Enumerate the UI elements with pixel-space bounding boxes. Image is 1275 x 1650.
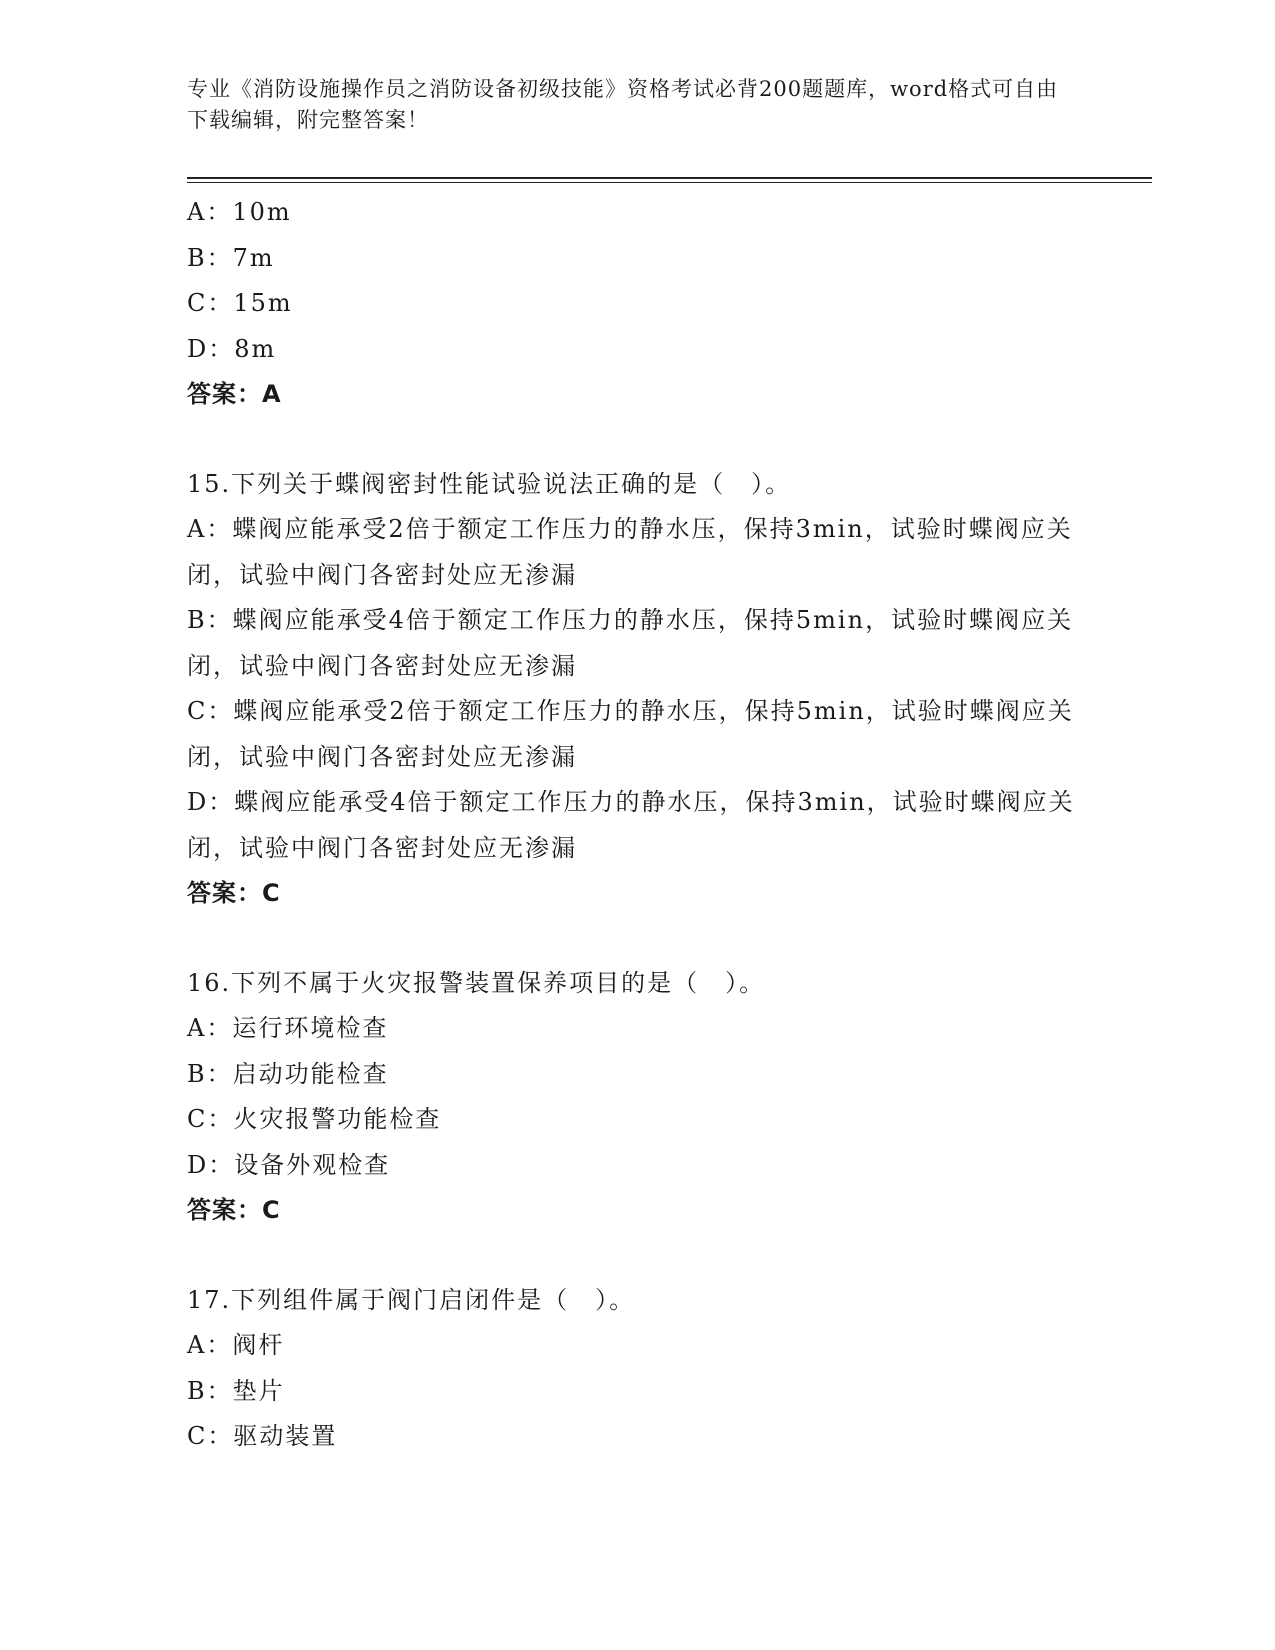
- document-header: [187, 74, 1067, 136]
- option-d: D：蝶阀应能承受4倍于额定工作压力的静水压，保持3min，试验时蝶阀应关闭，试验中阀门各密封处应无渗漏: [187, 788, 1075, 862]
- header-title: 专业《消防设施操作员之消防设备初级技能》资格考试必背200题题库，word格式可自由下载编辑，附完整答案！: [187, 77, 1059, 132]
- option-b: B：蝶阀应能承受4倍于额定工作压力的静水压，保持5min，试验时蝶阀应关闭，试验中阀门各密封处应无渗漏: [187, 606, 1074, 680]
- spacer: [187, 418, 1087, 462]
- answer-line: 答案：C: [187, 879, 281, 907]
- answer-line: 答案：A: [187, 380, 282, 408]
- question-block-15: [187, 462, 1087, 917]
- spacer: [187, 1234, 1087, 1278]
- option-b: B：7m: [187, 243, 275, 272]
- option-a: A：运行环境检查: [187, 1014, 389, 1042]
- answer-line: 答案：C: [187, 1196, 281, 1224]
- option-c: C：驱动装置: [187, 1422, 338, 1450]
- question-stem: 17.下列组件属于阀门启闭件是（ ）。: [187, 1285, 636, 1314]
- option-d: D：设备外观检查: [187, 1150, 391, 1179]
- option-b: B：垫片: [187, 1376, 285, 1405]
- question-stem: 16.下列不属于火灾报警装置保养项目的是（ ）。: [187, 968, 766, 997]
- spacer: [187, 917, 1087, 961]
- question-block-17: [187, 1278, 1087, 1460]
- header-divider-thick: [187, 177, 1152, 179]
- option-c: C：火灾报警功能检查: [187, 1105, 442, 1133]
- option-c: C：15m: [187, 289, 293, 317]
- option-d: D：8m: [187, 334, 277, 363]
- option-b: B：启动功能检查: [187, 1059, 389, 1088]
- question-list: [187, 190, 1087, 1460]
- header-divider-thin: [187, 182, 1152, 183]
- question-block-14: [187, 190, 1087, 418]
- option-a: A：蝶阀应能承受2倍于额定工作压力的静水压，保持3min，试验时蝶阀应关闭，试验中阀门各密封处应无渗漏: [187, 515, 1073, 589]
- option-a: A：10m: [187, 198, 292, 226]
- option-a: A：阀杆: [187, 1331, 285, 1359]
- question-stem: 15.下列关于蝶阀密封性能试验说法正确的是（ ）。: [187, 469, 792, 498]
- option-c: C：蝶阀应能承受2倍于额定工作压力的静水压，保持5min，试验时蝶阀应关闭，试验中阀门各密封处应无渗漏: [187, 697, 1074, 771]
- question-block-16: [187, 961, 1087, 1234]
